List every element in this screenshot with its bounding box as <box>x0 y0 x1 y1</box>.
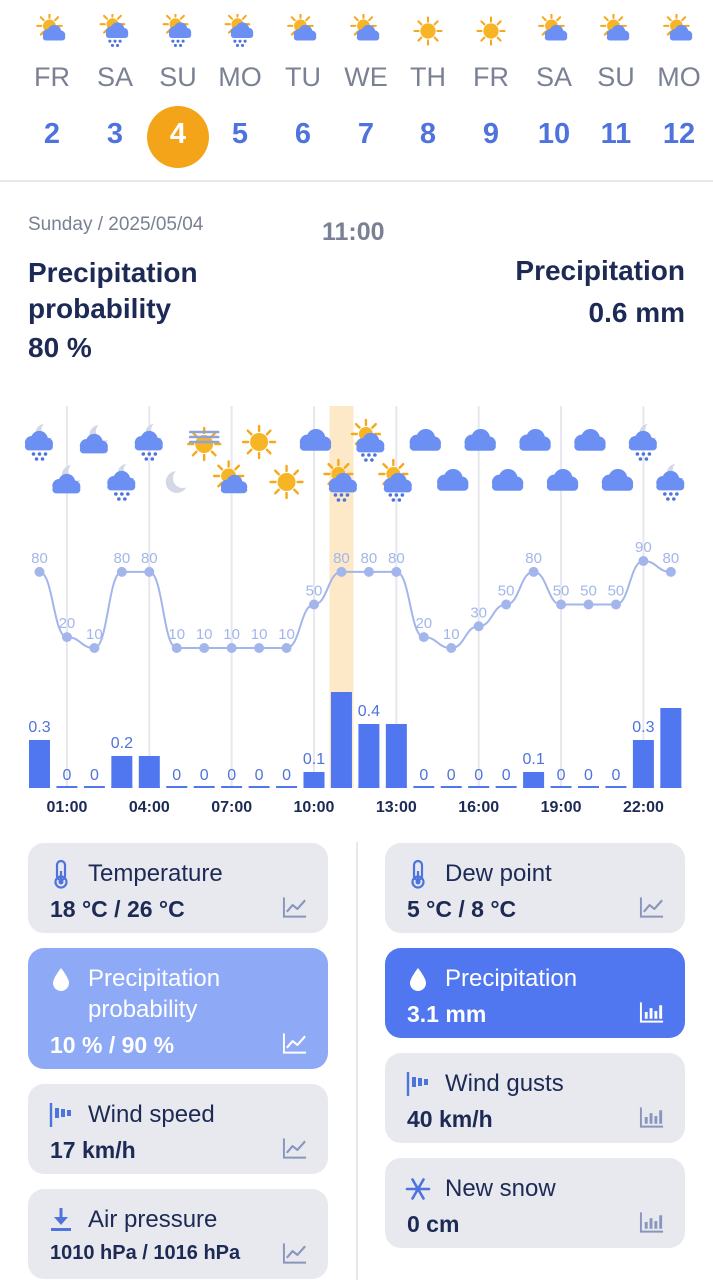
card-value: 0 cm <box>407 1211 460 1237</box>
day-name: WE <box>344 62 388 92</box>
sun-cloud-icon <box>599 14 633 48</box>
probability-point <box>144 567 154 577</box>
precipitation-label: 0.1 <box>302 751 326 768</box>
air-pressure-card[interactable] <box>28 1189 328 1279</box>
probability-point <box>474 621 484 631</box>
line-chart-icon <box>282 1241 308 1265</box>
probability-point <box>172 643 182 653</box>
card-title: New snow <box>445 1175 556 1202</box>
probability-label: 10 <box>250 626 268 643</box>
probability-label: 10 <box>223 626 240 643</box>
day-10[interactable] <box>523 0 585 182</box>
card-title: Temperature <box>88 860 223 887</box>
thermometer-icon <box>405 859 431 889</box>
moon-cloud-rain-icon <box>629 422 662 461</box>
probability-point <box>391 567 401 577</box>
probability-label: 20 <box>58 615 76 633</box>
windsock-icon <box>405 1069 431 1099</box>
day-number: 5 <box>231 118 249 150</box>
precipitation-bar[interactable] <box>633 740 654 788</box>
drop-icon <box>405 964 431 994</box>
probability-point <box>364 567 374 577</box>
day-name: SU <box>159 62 197 92</box>
day-number: 7 <box>357 118 375 150</box>
moon-cloud-rain-icon <box>656 462 689 501</box>
selected-time: 11:00 <box>322 218 385 246</box>
day-11[interactable] <box>585 0 647 182</box>
precipitation-label: 0.3 <box>28 719 51 736</box>
wind-speed-card[interactable] <box>28 1084 328 1174</box>
day-name: SA <box>96 62 134 92</box>
bar-chart-icon <box>639 1210 665 1234</box>
cloud-icon <box>465 429 496 451</box>
precipitation-bar[interactable] <box>358 724 379 788</box>
probability-label: 80 <box>525 549 542 567</box>
probability-label: 80 <box>388 549 405 567</box>
sun-cloud-icon <box>349 14 383 48</box>
probability-label: 80 <box>140 549 158 567</box>
sun-rain-cloud-icon <box>223 14 257 48</box>
x-tick-label: 10:00 <box>293 799 335 816</box>
cloud-icon <box>574 429 605 451</box>
precipitation-label: 0 <box>282 767 292 784</box>
precipitation-label: 0 <box>474 767 484 784</box>
sun-cloud-icon <box>662 14 696 48</box>
probability-label: 90 <box>635 539 652 556</box>
precipitation-label: 0 <box>89 767 99 784</box>
probability-label: 10 <box>86 626 103 643</box>
probability-label: 30 <box>470 604 488 622</box>
line-chart-icon <box>282 1136 308 1160</box>
day-name: SU <box>597 62 635 92</box>
probability-point <box>556 600 566 610</box>
hourly-precipitation-chart[interactable] <box>0 400 713 820</box>
wind-gusts-card[interactable] <box>385 1053 685 1143</box>
day-number: 10 <box>537 118 571 150</box>
sun-cloud-icon <box>537 14 571 48</box>
card-title: Wind gusts <box>445 1070 564 1097</box>
x-tick-label: 13:00 <box>375 799 417 816</box>
card-value: 18 °C / 26 °C <box>50 896 185 922</box>
precipitation-value: 0.6 mm <box>588 297 685 328</box>
probability-point <box>89 643 99 653</box>
probability-point <box>62 632 72 642</box>
bar-chart-icon <box>639 1105 665 1129</box>
precipitation-bar[interactable] <box>331 692 352 788</box>
moon-cloud-icon <box>80 423 114 454</box>
day-number: 2 <box>43 118 61 150</box>
precipitation-bar[interactable] <box>111 756 132 788</box>
day-name: TH <box>410 62 446 92</box>
sun-rain-cloud-icon <box>161 14 195 48</box>
precipitation-label: 0 <box>556 767 566 784</box>
probability-point <box>611 600 621 610</box>
line-chart-icon <box>282 1031 308 1055</box>
x-tick-label: 01:00 <box>46 799 88 816</box>
probability-point <box>35 567 45 577</box>
day-3[interactable] <box>84 0 146 182</box>
probability-label: 50 <box>305 582 323 600</box>
sun-cloud-rain-icon <box>352 420 384 462</box>
card-value: 40 km/h <box>407 1106 493 1132</box>
precipitation-label: 0 <box>254 767 264 784</box>
probability-label: 50 <box>607 582 625 600</box>
precipitation-label: 0.1 <box>522 751 545 768</box>
precipitation-label: 0.2 <box>110 735 133 752</box>
day-name: FR <box>473 62 509 92</box>
sun-icon <box>411 14 445 48</box>
precipitation-label: 0 <box>446 767 456 784</box>
precipitation-probability-label: Precipitation probability <box>28 257 198 324</box>
precipitation-label: 0 <box>62 767 72 784</box>
cloud-icon <box>602 469 633 491</box>
moon-cloud-icon <box>52 463 86 494</box>
probability-point <box>584 600 594 610</box>
day-number: 12 <box>662 118 696 150</box>
card-value: 1010 hPa / 1016 hPa <box>50 1242 241 1264</box>
probability-point <box>254 643 264 653</box>
precipitation-bar[interactable] <box>386 724 407 788</box>
probability-point <box>419 632 429 642</box>
precipitation-label: 0 <box>584 767 593 784</box>
cloud-icon <box>437 469 468 491</box>
moon-icon <box>166 468 193 493</box>
sun-icon <box>474 14 508 48</box>
precipitation-card[interactable] <box>385 948 685 1038</box>
probability-label: 50 <box>552 582 570 600</box>
precipitation-bar[interactable] <box>139 756 160 788</box>
day-6[interactable] <box>272 0 334 182</box>
day-number: 3 <box>106 118 124 150</box>
day-name: MO <box>657 62 701 92</box>
windsock-icon <box>48 1100 74 1130</box>
probability-point <box>309 600 319 610</box>
precipitation-label: 0 <box>501 767 511 784</box>
probability-label: 80 <box>360 549 378 567</box>
probability-point <box>638 556 648 566</box>
probability-label: 80 <box>113 549 131 567</box>
temperature-card[interactable] <box>28 843 328 933</box>
day-name: SA <box>535 62 573 92</box>
drop-icon <box>48 964 74 994</box>
sun-cloud-icon <box>35 14 69 48</box>
x-tick-label: 19:00 <box>540 799 582 816</box>
sun-rain-cloud-icon <box>98 14 132 48</box>
x-tick-label: 07:00 <box>211 799 253 816</box>
day-name: FR <box>34 62 70 92</box>
probability-label: 10 <box>278 626 295 643</box>
probability-label: 80 <box>31 549 48 567</box>
card-value: 17 km/h <box>50 1137 136 1163</box>
probability-label: 20 <box>415 615 433 633</box>
probability-point <box>282 643 292 653</box>
precipitation-label: 0 <box>611 767 621 784</box>
thermometer-icon <box>48 859 74 889</box>
probability-point <box>227 643 237 653</box>
probability-point <box>117 567 127 577</box>
cloud-icon <box>410 429 441 451</box>
day-7[interactable] <box>335 0 397 182</box>
precipitation-label: 0 <box>419 767 429 784</box>
day-2[interactable] <box>21 0 83 182</box>
new-snow-card[interactable] <box>385 1158 685 1248</box>
day-number: 4 <box>169 118 187 150</box>
download-arrow-icon <box>48 1205 74 1235</box>
card-title: Air pressure <box>88 1206 218 1233</box>
line-chart-icon <box>639 895 665 919</box>
cards-divider <box>356 842 358 1280</box>
moon-cloud-rain-icon <box>25 422 58 461</box>
day-name: TU <box>285 62 321 92</box>
precipitation-bar[interactable] <box>523 772 544 788</box>
precipitation-probability-card[interactable] <box>28 948 328 1069</box>
moon-cloud-rain-icon <box>135 422 168 461</box>
x-tick-label: 16:00 <box>458 799 500 816</box>
day-number: 9 <box>482 118 500 150</box>
day-8[interactable] <box>397 0 459 182</box>
probability-label: 10 <box>442 626 460 643</box>
day-number: 11 <box>600 118 632 150</box>
precipitation-label: Precipitation <box>515 255 685 286</box>
cloud-icon <box>300 429 331 451</box>
card-value: 3.1 mm <box>407 1001 487 1027</box>
card-title: Wind speed <box>88 1101 215 1128</box>
probability-label: 10 <box>195 626 213 643</box>
probability-point <box>336 567 346 577</box>
probability-line <box>40 561 671 648</box>
dew-point-card[interactable] <box>385 843 685 933</box>
probability-point <box>199 643 209 653</box>
precipitation-bar[interactable] <box>304 772 325 788</box>
cloud-icon <box>547 469 578 491</box>
precipitation-label: 0 <box>227 767 237 784</box>
probability-point <box>501 600 511 610</box>
probability-label: 80 <box>662 549 680 567</box>
probability-point <box>446 643 456 653</box>
day-12[interactable] <box>648 0 710 182</box>
probability-point <box>529 567 539 577</box>
precipitation-label: 0 <box>199 767 209 784</box>
card-title: Dew point <box>445 860 552 887</box>
day-strip <box>0 0 713 182</box>
day-4[interactable] <box>147 0 209 182</box>
sun-cloud-icon <box>286 14 320 48</box>
cloud-icon <box>519 429 550 451</box>
probability-label: 80 <box>333 549 350 567</box>
precipitation-label: 0.4 <box>357 703 381 720</box>
x-tick-label: 22:00 <box>622 799 664 816</box>
card-value: 5 °C / 8 °C <box>407 896 517 922</box>
x-tick-label: 04:00 <box>128 799 170 816</box>
precipitation-label: 0.3 <box>632 719 655 736</box>
probability-label: 10 <box>168 626 186 643</box>
day-9[interactable] <box>460 0 522 182</box>
bar-chart-icon <box>639 1000 665 1024</box>
day-5[interactable] <box>209 0 271 182</box>
day-number: 8 <box>419 118 437 150</box>
card-title: Precipitation <box>445 965 578 992</box>
probability-label: 50 <box>580 582 597 600</box>
precipitation-bar[interactable] <box>29 740 50 788</box>
precipitation-bar[interactable] <box>660 708 681 788</box>
day-name: MO <box>218 62 262 92</box>
selected-date: Sunday / 2025/05/04 <box>28 214 204 235</box>
snowflake-icon <box>405 1174 431 1204</box>
line-chart-icon <box>282 895 308 919</box>
probability-point <box>666 567 676 577</box>
sun-icon <box>271 466 303 498</box>
card-title: Precipitation probability <box>88 965 221 1023</box>
probability-label: 50 <box>497 582 515 600</box>
day-number: 6 <box>294 118 312 150</box>
precipitation-label: 0 <box>172 767 182 784</box>
sun-icon <box>243 426 275 458</box>
fog-sun-icon <box>188 428 220 460</box>
moon-cloud-rain-icon <box>107 462 140 501</box>
cloud-icon <box>492 469 523 491</box>
precipitation-probability-value: 80 % <box>28 332 92 363</box>
card-value: 10 % / 90 % <box>50 1032 175 1058</box>
